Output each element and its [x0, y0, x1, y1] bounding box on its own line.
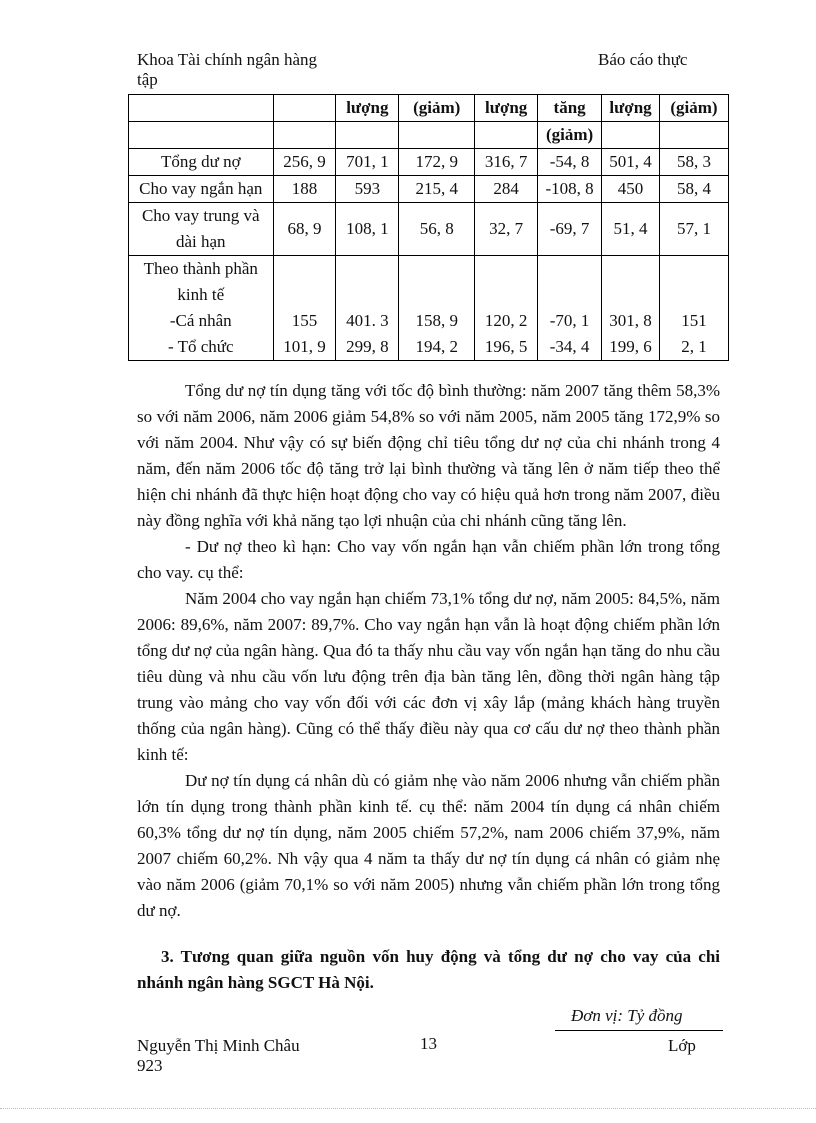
section-heading: 3. Tương quan giữa nguồn vốn huy động và tổng dư nợ cho vay của chi nhánh ngân hàng SGCT Hà Nội. [137, 947, 720, 992]
table-row-group [129, 256, 729, 361]
page-edge-divider [0, 1108, 816, 1109]
faculty-name: Khoa Tài chính ngân hàng [137, 50, 318, 69]
table-cell: 58, 3 [660, 149, 729, 176]
table-cell: 284 [475, 176, 538, 203]
body-text [137, 378, 720, 924]
table-header-cell [273, 95, 336, 122]
table-cell: -69, 7 [538, 203, 602, 256]
table-cell: 32, 7 [475, 203, 538, 256]
table-header-row [129, 122, 729, 149]
row-label: Cho vay ngắn hạn [129, 176, 274, 203]
table-cell: 108, 1 [336, 203, 399, 256]
table-cell: 158, 9 194, 2 [399, 256, 475, 361]
table-header-cell [273, 122, 336, 149]
table-cell: 450 [602, 176, 660, 203]
loan-table [128, 94, 729, 361]
paragraph: Tổng dư nợ tín dụng tăng với tốc độ bình thường: năm 2007 tăng thêm 58,3% so với năm 2006, năm 2006 giảm 54,8% so với năm 2005, năm 2005 tăng 172,9% so với năm 2004. Như vậy có sự biến động chỉ tiêu tổng dư nợ của chi nhánh trong 4 năm, đến năm 2006 tốc độ tăng trở lại bình thường và tăng lên ở năm tiếp theo thể hiện chi nhánh đã thực hiện hoạt động cho vay có hiệu quả hơn trong năm 2007, điều này đồng nghĩa với khả năng tạo lợi nhuận của chi nhánh cũng tăng lên. [137, 381, 720, 530]
table-cell: -70, 1 -34, 4 [538, 256, 602, 361]
table-header-cell [129, 95, 274, 122]
row-label [129, 203, 274, 256]
header-left [137, 50, 317, 90]
table-header-row [129, 95, 729, 122]
row-label: Tổng dư nợ [129, 149, 274, 176]
table-header-cell: (giảm) [538, 122, 602, 149]
footer-left [137, 1036, 300, 1076]
row-label-line: kinh tế [177, 285, 225, 304]
table-row [129, 203, 729, 256]
unit-label: Đơn vị: Tỷ đồng [571, 1006, 683, 1025]
row-label-line: -Cá nhân [169, 311, 232, 330]
table-header-cell: lượng [475, 95, 538, 122]
paragraph: - Dư nợ theo kì hạn: Cho vay vốn ngắn hạn vẫn chiếm phần lớn trong tổng cho vay. cụ thể: [137, 537, 720, 582]
paragraph: Năm 2004 cho vay ngắn hạn chiếm 73,1% tổng dư nợ, năm 2005: 84,5%, năm 2006: 89,6%, năm 2007: 89,7%. Cho vay ngắn hạn vẫn là hoạt động chiếm phần lớn tổng dư nợ của ngân hàng. Qua đó ta thấy nhu cầu vay vốn ngắn hạn tăng do nhu cầu tiêu dùng và nhu cầu vốn lưu động trên địa bàn tăng lên, đồng thời ngân hàng tập trung vào mảng cho vay vốn đối với các đơn vị xây lắp (mảng khách hàng truyền thống của ngân hàng). Cũng có thể thấy điều này qua cơ cấu dư nợ theo thành phần kinh tế: [137, 589, 720, 764]
table-header-cell [602, 122, 660, 149]
table-cell: 155 101, 9 [273, 256, 336, 361]
table-header-cell [129, 122, 274, 149]
row-label-line: Theo thành phần [143, 259, 258, 278]
table-header-cell [475, 122, 538, 149]
author-name: Nguyễn Thị Minh Châu [137, 1036, 300, 1055]
table-cell: 51, 4 [602, 203, 660, 256]
table-header-cell: (giảm) [399, 95, 475, 122]
table-cell: 301, 8 199, 6 [602, 256, 660, 361]
table-cell: 188 [273, 176, 336, 203]
author-id: 923 [137, 1056, 163, 1075]
table-cell: 56, 8 [399, 203, 475, 256]
table-cell: 151 2, 1 [660, 256, 729, 361]
row-label-line: dài hạn [175, 232, 226, 251]
table-cell: 593 [336, 176, 399, 203]
table-row [129, 149, 729, 176]
table-header-cell: (giảm) [660, 95, 729, 122]
table-header-cell: lượng [602, 95, 660, 122]
table-cell: -108, 8 [538, 176, 602, 203]
header-left-wrap: tập [137, 70, 158, 89]
table-cell: 68, 9 [273, 203, 336, 256]
table-cell: 57, 1 [660, 203, 729, 256]
row-label-line: Cho vay trung và [141, 206, 260, 225]
table-cell: 58, 4 [660, 176, 729, 203]
table-cell: 172, 9 [399, 149, 475, 176]
unit-underline [555, 1030, 723, 1031]
table-header-cell [399, 122, 475, 149]
table-header-cell [336, 122, 399, 149]
table-cell: 120, 2 196, 5 [475, 256, 538, 361]
row-label [129, 256, 274, 361]
table-cell: 256, 9 [273, 149, 336, 176]
page-number: 13 [420, 1034, 437, 1053]
table-cell: 215, 4 [399, 176, 475, 203]
table-row [129, 176, 729, 203]
table-header-cell [660, 122, 729, 149]
row-label-line: - Tổ chức [167, 337, 234, 356]
table-cell: 501, 4 [602, 149, 660, 176]
paragraph: Dư nợ tín dụng cá nhân dù có giảm nhẹ vào năm 2006 nhưng vẫn chiếm phần lớn tín dụng trong thành phần kinh tế. cụ thể: năm 2004 tín dụng cá nhân chiếm 60,3% tổng dư nợ tín dụng, năm 2005 chiếm 57,2%, nam 2006 chiếm 37,9%, năm 2007 chiếm 60,2%. Nh vậy qua 4 năm ta thấy dư nợ tín dụng cá nhân có giảm nhẹ vào năm 2006 (giảm 70,1% so với năm 2005) nhưng vẫn chiếm phần lớn trong tổng dư nợ. [137, 771, 720, 920]
table-cell: 701, 1 [336, 149, 399, 176]
table-cell: 316, 7 [475, 149, 538, 176]
class-label: Lớp [668, 1036, 696, 1055]
table-header-cell: tăng [538, 95, 602, 122]
report-title: Báo cáo thực [598, 50, 688, 69]
table-cell: 401. 3 299, 8 [336, 256, 399, 361]
table-cell: -54, 8 [538, 149, 602, 176]
table-header-cell: lượng [336, 95, 399, 122]
